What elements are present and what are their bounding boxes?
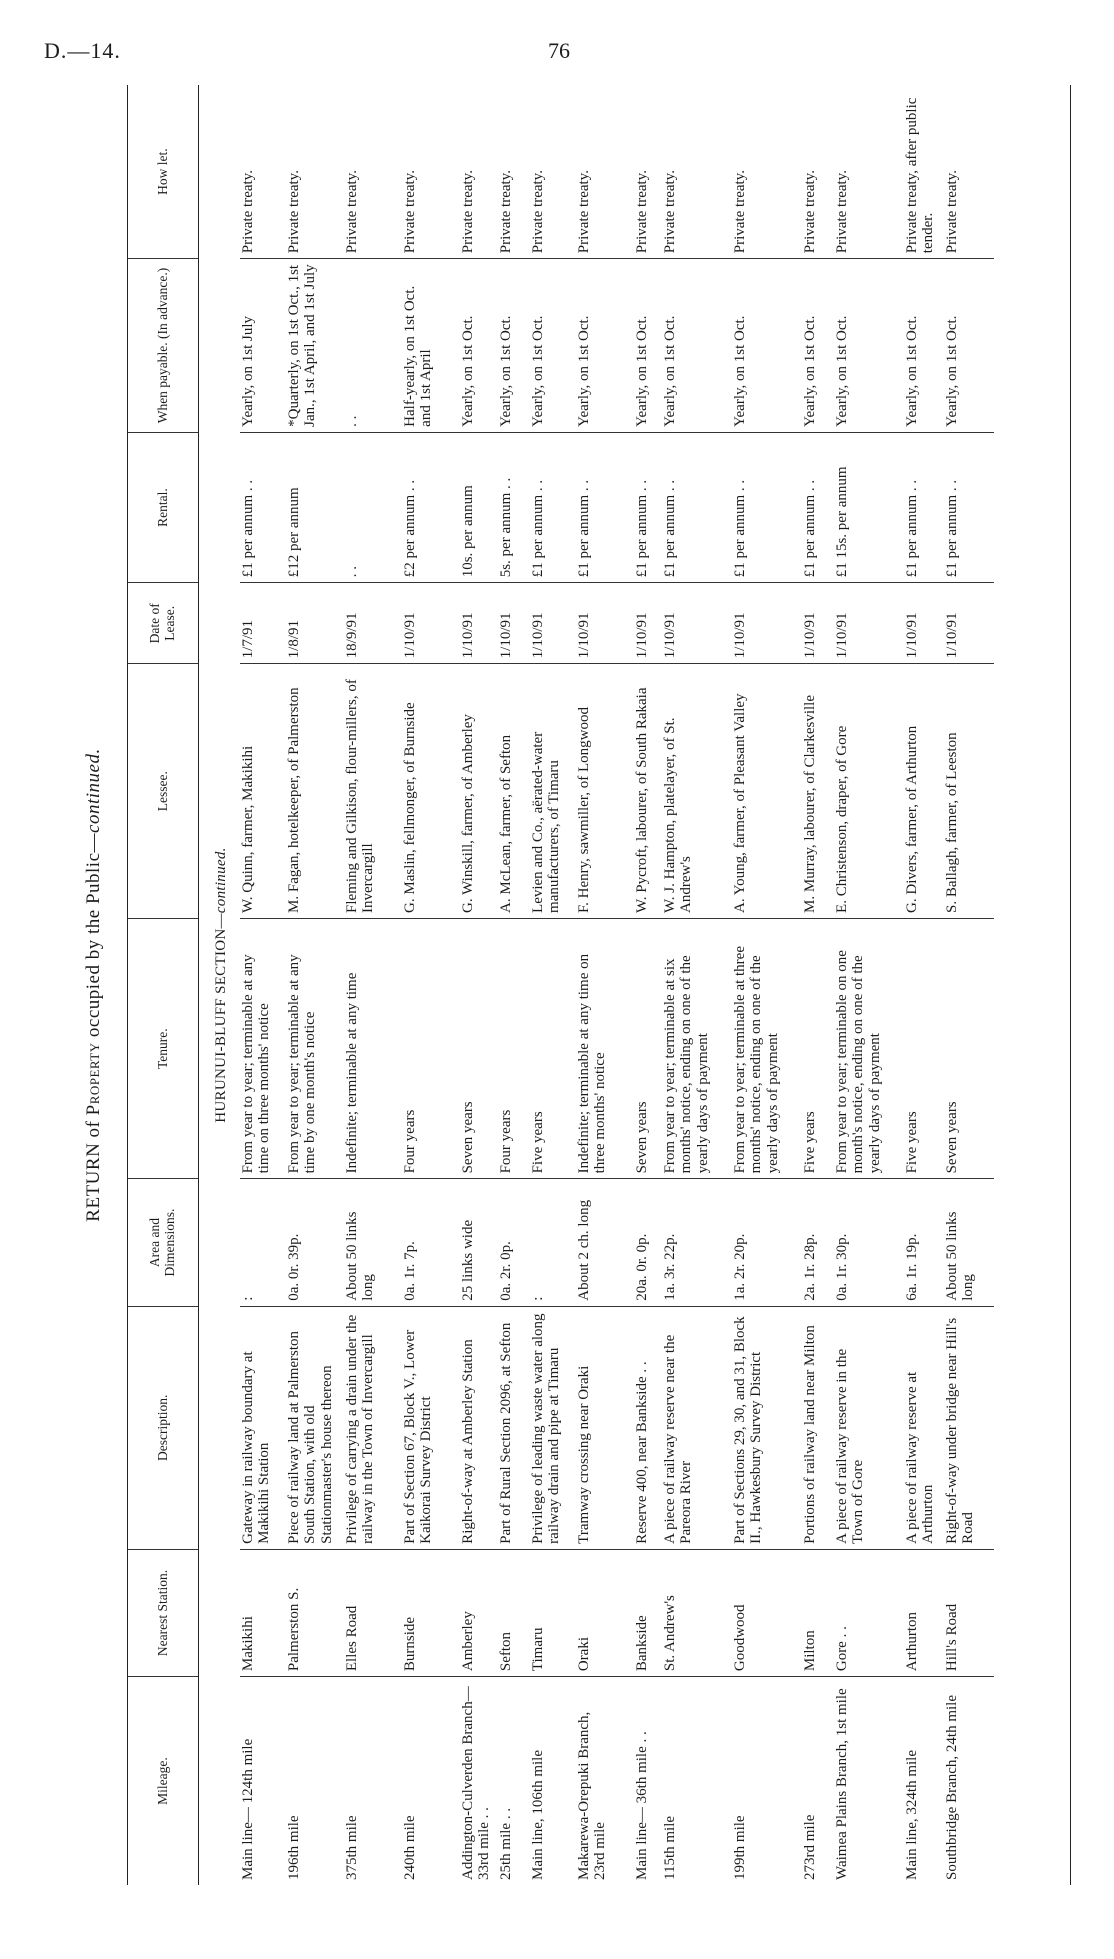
cell-lessee: Levien and Co., aërated-water manufacturers, of Timaru [530, 664, 576, 919]
cell-payable: Yearly, on 1st July [240, 259, 286, 433]
cell-station: Makikihi [240, 1549, 286, 1676]
cell-rental: £1 per annum . . [576, 432, 634, 582]
col-header-date: Date of Lease. [128, 583, 199, 664]
cell-station: Goodwood [732, 1549, 802, 1676]
cell-station: Gore . . [834, 1549, 904, 1676]
cell-station: Burnside [402, 1549, 460, 1676]
cell-tenure: From year to year; terminable at three months' notice, ending on one of the yearly days of payment [732, 918, 802, 1178]
cell-station: Arthurton [904, 1549, 944, 1676]
col-header-lessee: Lessee. [128, 664, 199, 919]
cell-mileage: 199th mile [731, 1815, 748, 1880]
cell-how: Private treaty. [944, 85, 994, 259]
cell-tenure: Indefinite; terminable at any time on three months' notice [576, 918, 634, 1178]
cell-payable: Yearly, on 1st Oct. [662, 259, 732, 433]
cell-area: About 2 ch. long [576, 1179, 634, 1306]
cell-area: 1a. 2r. 20p. [732, 1179, 802, 1306]
cell-description: Tramway crossing near Oraki [576, 1306, 634, 1549]
cell-mileage: Main line— 124th mile [239, 1738, 256, 1880]
cell-description: Piece of railway land at Palmerston South Station, with old Stationmaster's house thereon [286, 1306, 344, 1549]
cell-date: 1/10/91 [732, 583, 802, 664]
cell-how: Private treaty. [344, 85, 402, 259]
cell-area: About 50 links long [944, 1179, 994, 1306]
cell-tenure: From year to year; terminable at six months' notice, ending on one of the yearly days of payment [662, 918, 732, 1178]
table-row [460, 85, 498, 1885]
cell-rental: 5s. per annum . . [498, 432, 530, 582]
cell-mileage: 240th mile [401, 1815, 418, 1880]
cell-payable: Yearly, on 1st Oct. [904, 259, 944, 433]
cell-date: 1/10/91 [576, 583, 634, 664]
table-row [344, 85, 402, 1885]
cell-mileage: 25th mile . . [497, 1807, 514, 1880]
cell-tenure: Indefinite; terminable at any time [344, 918, 402, 1178]
cell-rental: £1 per annum . . [240, 432, 286, 582]
col-header-how-let: How let. [128, 85, 199, 259]
cell-station: Palmerston S. [286, 1549, 344, 1676]
cell-payable: Yearly, on 1st Oct. [834, 259, 904, 433]
cell-payable: . . [344, 259, 402, 433]
cell-area: 0a. 0r. 39p. [286, 1179, 344, 1306]
cell-how: Private treaty. [662, 85, 732, 259]
cell-payable: Yearly, on 1st Oct. [576, 259, 634, 433]
cell-tenure: From year to year; terminable at any time by one month's notice [286, 918, 344, 1178]
cell-how: Private treaty. [576, 85, 634, 259]
cell-mileage: Main line, 106th mile [529, 1750, 546, 1880]
cell-tenure: Four years [498, 918, 530, 1178]
page-number: 76 [548, 38, 570, 63]
table-row [634, 85, 662, 1885]
cell-how: Private treaty. [460, 85, 498, 259]
table-row [498, 85, 530, 1885]
section-continued: continued. [213, 847, 229, 914]
cell-how: Private treaty. [634, 85, 662, 259]
cell-lessee: Fleming and Gilkison, flour-millers, of Invercargill [344, 664, 402, 919]
cell-rental: £1 per annum . . [944, 432, 994, 582]
table-row [834, 85, 904, 1885]
cell-description: A piece of railway reserve near the Pareora River [662, 1306, 732, 1549]
cell-rental: £1 per annum . . [662, 432, 732, 582]
col-header-area: Area and Dimensions. [128, 1179, 199, 1306]
title-property: Property [83, 1042, 104, 1116]
cell-description: Privilege of carrying a drain under the railway in the Town of Invercargill [344, 1306, 402, 1549]
table-row [286, 85, 344, 1885]
section-name: HURUNUI-BLUFF SECTION— [213, 913, 229, 1123]
title-suffix: continued. [83, 748, 104, 833]
section-heading [199, 85, 240, 1885]
cell-rental: £1 per annum . . [530, 432, 576, 582]
title-middle: occupied by the Public— [83, 832, 104, 1043]
cell-tenure: Five years [904, 918, 944, 1178]
cell-rental: £1 per annum . . [732, 432, 802, 582]
cell-mileage: 273rd mile [801, 1814, 818, 1880]
cell-description: A piece of railway reserve in the Town of Gore [834, 1306, 904, 1549]
cell-area: 1a. 3r. 22p. [662, 1179, 732, 1306]
cell-lessee: W. Pycroft, labourer, of South Rakaia [634, 664, 662, 919]
cell-area: 6a. 1r. 19p. [904, 1179, 944, 1306]
table-row [240, 85, 286, 1885]
col-header-description: Description. [128, 1306, 199, 1549]
cell-date: 1/10/91 [530, 583, 576, 664]
cell-date: 1/10/91 [904, 583, 944, 664]
cell-rental: £12 per annum [286, 432, 344, 582]
cell-mileage: Addington-Culverden Branch— 33rd mile . . [459, 1686, 492, 1880]
cell-how: Private treaty. [802, 85, 834, 259]
cell-mileage: Southbridge Branch, 24th mile [943, 1695, 960, 1880]
cell-payable: Yearly, on 1st Oct. [944, 259, 994, 433]
cell-rental: 10s. per annum [460, 432, 498, 582]
cell-how: Private treaty. [286, 85, 344, 259]
cell-rental: . . [344, 432, 402, 582]
table-header-row [128, 85, 199, 1885]
col-header-payable: When payable. (In advance.) [128, 259, 199, 433]
cell-date: 1/10/91 [402, 583, 460, 664]
cell-area: : [240, 1179, 286, 1306]
cell-station: Bankside [634, 1549, 662, 1676]
cell-description: Privilege of leading waste water along railway drain and pipe at Timaru [530, 1306, 576, 1549]
cell-payable: Yearly, on 1st Oct. [460, 259, 498, 433]
cell-tenure: Five years [802, 918, 834, 1178]
cell-mileage: 115th mile [661, 1815, 678, 1880]
cell-station: Oraki [576, 1549, 634, 1676]
cell-area: 0a. 1r. 30p. [834, 1179, 904, 1306]
table-row [904, 85, 944, 1885]
cell-tenure: Four years [402, 918, 460, 1178]
cell-description: Part of Section 67, Block V., Lower Kaikorai Survey District [402, 1306, 460, 1549]
cell-lessee: G. Divers, farmer, of Arthurton [904, 664, 944, 919]
cell-tenure: From year to year; terminable at any time on three months' notice [240, 918, 286, 1178]
cell-area: 2a. 1r. 28p. [802, 1179, 834, 1306]
cell-lessee: W. Quinn, farmer, Makikihi [240, 664, 286, 919]
cell-station: St. Andrew's [662, 1549, 732, 1676]
cell-area: 25 links wide [460, 1179, 498, 1306]
cell-mileage: 375th mile [343, 1815, 360, 1880]
cell-mileage: Main line— 36th mile . . [633, 1731, 650, 1880]
cell-date: 18/9/91 [344, 583, 402, 664]
cell-mileage: Main line, 324th mile [903, 1750, 920, 1880]
cell-tenure: Seven years [460, 918, 498, 1178]
cell-rental: £1 per annum . . [904, 432, 944, 582]
rotated-page [75, 65, 1075, 1905]
document-reference: D.—14. [44, 38, 121, 63]
cell-payable: *Quarterly, on 1st Oct., 1st Jan., 1st April, and 1st July [286, 259, 344, 433]
cell-area: 20a. 0r. 0p. [634, 1179, 662, 1306]
cell-lessee: G. Winskill, farmer, of Amberley [460, 664, 498, 919]
cell-rental: £2 per annum . . [402, 432, 460, 582]
cell-tenure: Seven years [634, 918, 662, 1178]
bottom-rule [1070, 85, 1071, 1885]
cell-rental: £1 per annum . . [802, 432, 834, 582]
table-row [944, 85, 994, 1885]
table-row [802, 85, 834, 1885]
cell-lessee: S. Ballagh, farmer, of Leeston [944, 664, 994, 919]
cell-date: 1/10/91 [802, 583, 834, 664]
cell-payable: Yearly, on 1st Oct. [634, 259, 662, 433]
cell-date: 1/8/91 [286, 583, 344, 664]
cell-tenure: Seven years [944, 918, 994, 1178]
cell-station: Sefton [498, 1549, 530, 1676]
property-table [127, 85, 994, 1885]
cell-how: Private treaty. [530, 85, 576, 259]
cell-area: 0a. 2r. 0p. [498, 1179, 530, 1306]
cell-station: Milton [802, 1549, 834, 1676]
cell-description: Reserve 400, near Bankside . . [634, 1306, 662, 1549]
cell-how: Private treaty. [402, 85, 460, 259]
cell-lessee: M. Fagan, hotelkeeper, of Palmerston [286, 664, 344, 919]
cell-how: Private treaty, after public tender. [904, 85, 944, 259]
cell-payable: Yearly, on 1st Oct. [732, 259, 802, 433]
title-prefix: RETURN of [83, 1115, 104, 1222]
table-row [662, 85, 732, 1885]
cell-how: Private treaty. [240, 85, 286, 259]
cell-station: Elles Road [344, 1549, 402, 1676]
cell-description: A piece of railway reserve at Arthurton [904, 1306, 944, 1549]
table-row [732, 85, 802, 1885]
cell-area: About 50 links long [344, 1179, 402, 1306]
col-header-tenure: Tenure. [128, 918, 199, 1178]
cell-station: Amberley [460, 1549, 498, 1676]
col-header-mileage: Mileage. [128, 1677, 199, 1885]
cell-lessee: F. Henry, sawmiller, of Longwood [576, 664, 634, 919]
cell-payable: Yearly, on 1st Oct. [802, 259, 834, 433]
cell-how: Private treaty. [498, 85, 530, 259]
cell-lessee: G. Maslin, fellmonger, of Burnside [402, 664, 460, 919]
cell-date: 1/10/91 [634, 583, 662, 664]
cell-lessee: E. Christenson, draper, of Gore [834, 664, 904, 919]
cell-tenure: Five years [530, 918, 576, 1178]
cell-date: 1/10/91 [944, 583, 994, 664]
cell-mileage: Makarewa-Orepuki Branch, 23rd mile [575, 1711, 608, 1880]
col-header-station: Nearest Station. [128, 1549, 199, 1676]
cell-how: Private treaty. [834, 85, 904, 259]
cell-rental: £1 15s. per annum [834, 432, 904, 582]
cell-lessee: W. J. Hampton, platelayer, of St. Andrew's [662, 664, 732, 919]
cell-rental: £1 per annum . . [634, 432, 662, 582]
cell-description: Right-of-way under bridge near Hill's Road [944, 1306, 994, 1549]
cell-date: 1/10/91 [834, 583, 904, 664]
cell-payable: Yearly, on 1st Oct. [530, 259, 576, 433]
cell-date: 1/10/91 [662, 583, 732, 664]
col-header-rental: Rental. [128, 432, 199, 582]
cell-description: Portions of railway land near Milton [802, 1306, 834, 1549]
cell-tenure: From year to year; terminable on one month's notice, ending on one of the yearly days of payment [834, 918, 904, 1178]
page-title [83, 65, 105, 1905]
cell-station: Hill's Road [944, 1549, 994, 1676]
cell-area: : [530, 1179, 576, 1306]
cell-description: Right-of-way at Amberley Station [460, 1306, 498, 1549]
table-row [530, 85, 576, 1885]
cell-date: 1/10/91 [460, 583, 498, 664]
section-heading-row [199, 85, 240, 1885]
cell-lessee: M. Murray, labourer, of Clarkesville [802, 664, 834, 919]
cell-mileage: Waimea Plains Branch, 1st mile [833, 1688, 850, 1880]
cell-description: Part of Sections 29, 30, and 31, Block II., Hawkesbury Survey District [732, 1306, 802, 1549]
cell-payable: Half-yearly, on 1st Oct. and 1st April [402, 259, 460, 433]
cell-station: Timaru [530, 1549, 576, 1676]
cell-description: Gateway in railway boundary at Makikihi Station [240, 1306, 286, 1549]
cell-date: 1/7/91 [240, 583, 286, 664]
cell-description: Part of Rural Section 2096, at Sefton [498, 1306, 530, 1549]
cell-date: 1/10/91 [498, 583, 530, 664]
cell-lessee: A. McLean, farmer, of Sefton [498, 664, 530, 919]
cell-lessee: A. Young, farmer, of Pleasant Valley [732, 664, 802, 919]
table-row [402, 85, 460, 1885]
cell-how: Private treaty. [732, 85, 802, 259]
cell-payable: Yearly, on 1st Oct. [498, 259, 530, 433]
table-row [576, 85, 634, 1885]
cell-mileage: 196th mile [285, 1815, 302, 1880]
cell-area: 0a. 1r. 7p. [402, 1179, 460, 1306]
